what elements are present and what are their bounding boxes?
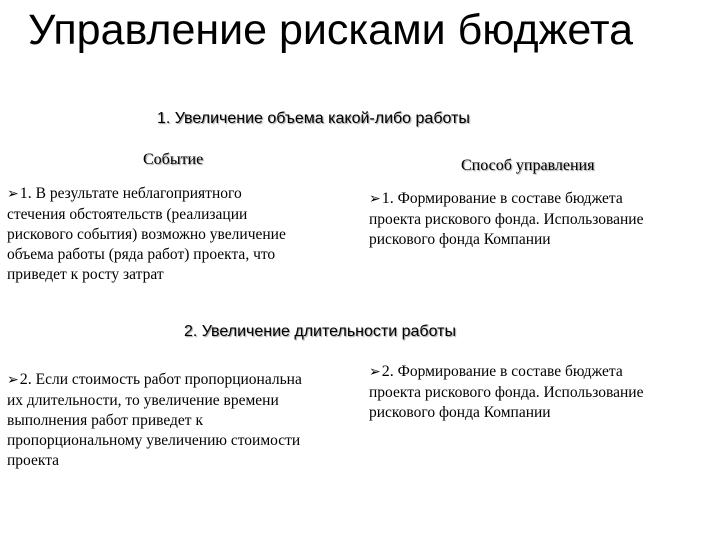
event-2-text: Если стоимость работ пропорциональна [31, 371, 302, 388]
event-1-text: В результате неблагоприятного [31, 185, 242, 202]
slide-title: Управление рисками бюджета [28, 6, 634, 54]
event-1-line-1 [7, 184, 352, 205]
method-1-line-2: проекта рискового фонда. Использование [369, 211, 644, 228]
column-header-event: Событие [143, 151, 204, 168]
arrow-bullet-icon: ➢ [369, 192, 381, 207]
event-2-line-5: проекта [7, 452, 60, 469]
event-1-line-3: рискового события) возможно увеличение [7, 226, 286, 243]
event-1-line-4: объема работы (ряда работ) проекта, что [7, 246, 276, 263]
method-2-text: Формирование в составе бюджета [393, 363, 623, 380]
method-block-1 [369, 189, 714, 250]
event-block-2 [7, 370, 362, 471]
method-block-2 [369, 362, 714, 423]
arrow-bullet-icon: ➢ [7, 373, 19, 388]
event-block-1 [7, 184, 352, 285]
method-1-line-1 [369, 189, 714, 210]
method-1-line-3: рискового фонда Компании [369, 231, 551, 248]
event-2-line-1 [7, 370, 362, 391]
method-1-number: 1. [381, 190, 394, 207]
event-2-line-4: пропорциональному увеличению стоимости [7, 432, 301, 449]
method-2-line-2: проекта рискового фонда. Использование [369, 384, 644, 401]
method-1-text: Формирование в составе бюджета [393, 190, 623, 207]
method-2-line-3: рискового фонда Компании [369, 404, 551, 421]
method-2-line-1 [369, 362, 714, 383]
event-1-line-2: стечения обстоятельств (реализации [7, 206, 248, 223]
event-2-line-2: их длительности, то увеличение времени [7, 392, 279, 409]
column-header-method: Способ управления [461, 157, 595, 174]
section-heading-work-volume: 1. Увеличение объема какой-либо работы [157, 110, 470, 127]
method-2-number: 2. [381, 363, 394, 380]
event-2-line-3: выполнения работ приведет к [7, 412, 203, 429]
arrow-bullet-icon: ➢ [7, 187, 19, 202]
event-1-line-5: приведет к росту затрат [7, 266, 164, 283]
event-1-number: 1. [19, 185, 32, 202]
event-2-number: 2. [19, 371, 32, 388]
section-heading-work-duration: 2. Увеличение длительности работы [184, 323, 456, 340]
arrow-bullet-icon: ➢ [369, 365, 381, 380]
